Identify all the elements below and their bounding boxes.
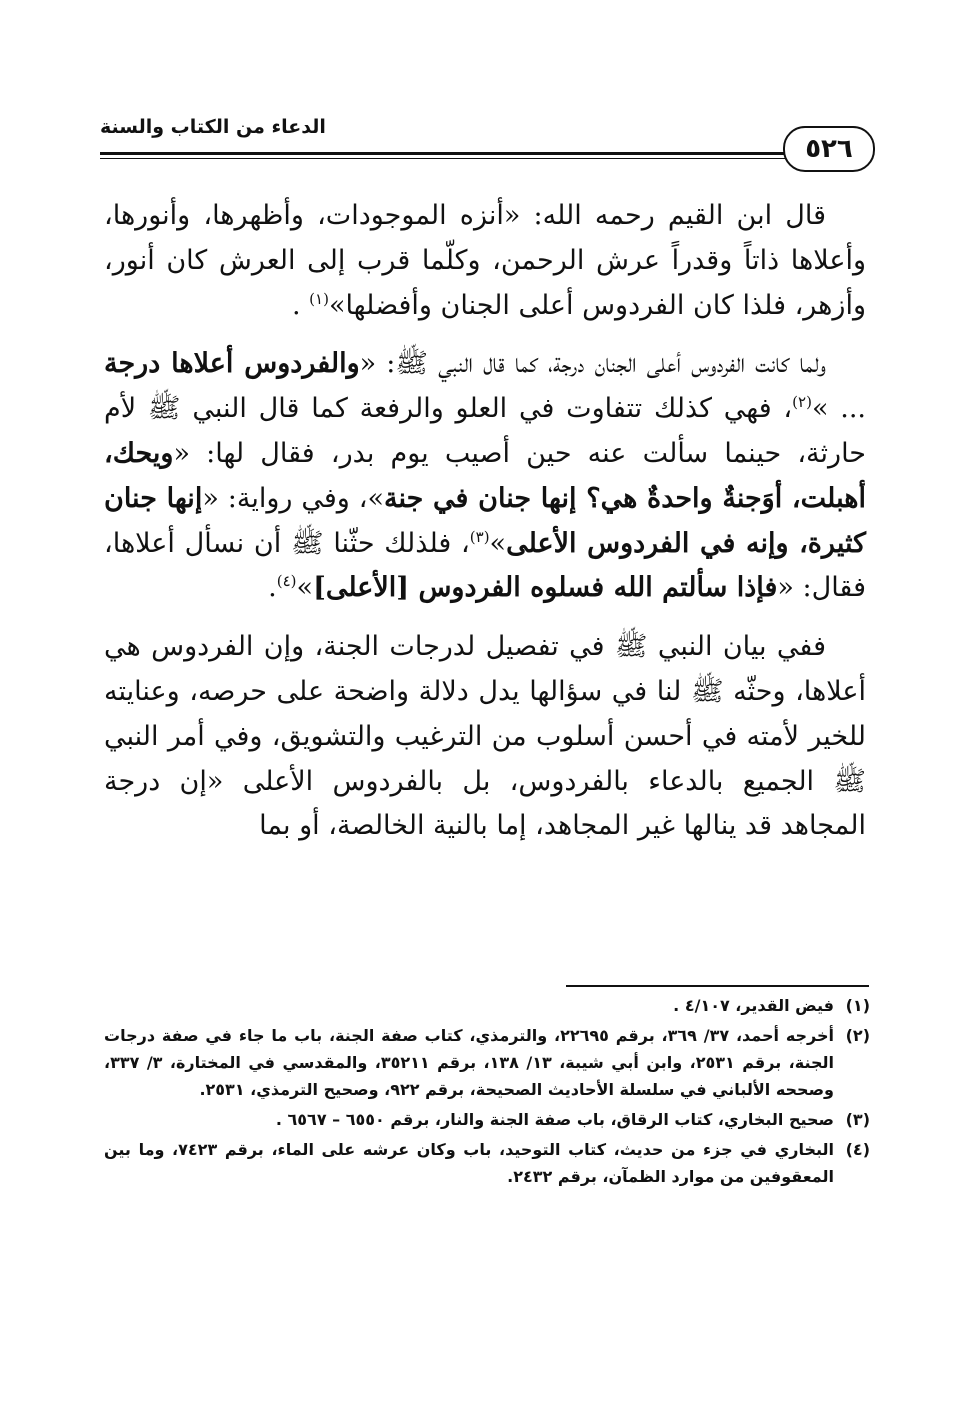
text-run: ... » bbox=[811, 393, 866, 425]
paragraph-1 bbox=[104, 194, 866, 328]
paragraph-3 bbox=[104, 625, 866, 849]
footnote-number: (٢) bbox=[845, 1026, 870, 1045]
hadith-quote: والفردوس أعلاها درجة bbox=[104, 348, 360, 380]
footnote-text: البخاري في جزء من حديث، كتاب التوحيد، باب وكان عرشه على الماء، برقم ٧٤٢٣، وما بين المعقوفين من موارد الظمآن، برقم ٢٤٣٢. bbox=[104, 1140, 835, 1186]
hadith-quote: ويحك، أهبلت، أوَجنةٌ واحدةٌ هي؟ إنها جنان في جنة bbox=[104, 437, 866, 514]
text-run: » bbox=[489, 527, 507, 559]
header-rule bbox=[100, 152, 785, 155]
text-run: » bbox=[296, 572, 314, 604]
running-title: الدعاء من الكتاب والسنة bbox=[100, 116, 326, 138]
footnote-text: أخرجه أحمد، ٣٧/ ٣٦٩، برقم ٢٢٦٩٥، والترمذي، كتاب صفة الجنة، باب ما جاء في صفة درجات الجنة، برقم ٢٥٣١، وابن أبي شيبة، ١٣/ ١٣٨، برقم ٣٥٢١١، والمقدسي في المختارة، ٣/ ٣٣٧، وصححه الألباني في سلسلة الأحاديث الصحيحة، برقم ٩٢٢، وصحيح الترمذي، ٢٥٣١. bbox=[104, 1026, 835, 1099]
footnote-3 bbox=[104, 1106, 870, 1133]
footnotes bbox=[104, 992, 870, 1193]
text-run: . bbox=[268, 572, 277, 604]
footnote-ref-4[interactable]: (٤) bbox=[276, 572, 297, 591]
text-run: ، فهي كذلك تتفاوت في العلو والرفعة كما قال النبي ﷺ لأم حارثة، حينما سألت عنه حين أصيب يوم بدر، فقال لها: « bbox=[104, 393, 866, 469]
footnote-ref-3[interactable]: (٣) bbox=[469, 527, 490, 546]
hadith-quote: إنها جنان كثيرة، وإنه في الفردوس الأعلى bbox=[104, 482, 866, 559]
text-run: ، فلذلك حثّنا ﷺ أن نسأل أعلاها، فقال: « bbox=[104, 527, 866, 604]
footnote-text: صحيح البخاري، كتاب الرقاق، باب صفة الجنة والنار، برقم ٦٥٥٠ – ٦٥٦٧ . bbox=[275, 1110, 834, 1129]
footnote-2 bbox=[104, 1022, 870, 1103]
text-run: ولما كانت الفردوس أعلى الجنان درجة، كما قال النبي ﷺ: « bbox=[359, 348, 827, 380]
text-run: ففي بيان النبي ﷺ في تفصيل لدرجات الجنة، وإن الفردوس هي أعلاها، وحثّه ﷺ لنا في سؤالها يدل دلالة واضحة على حرصه، وعنايته للخير لأمته في أحسن أسلوب من الترغيب والتشويق، وفي أمر النبي ﷺ الجميع بالدعاء بالفردوس، بل بالفردوس الأعلى «إن درجة المجاهد قد ينالها غير المجاهد، إما بالنية الخالصة، أو بما bbox=[104, 631, 866, 842]
footnote-1 bbox=[104, 992, 870, 1019]
text-run: قال ابن القيم رحمه الله: «أنزه الموجودات، وأظهرها، وأنورها، وأعلاها ذاتاً وقدراً عرش الرحمن، وكلّما قرب إلى العرش كان أنور، وأزهر، فلذا كان الفردوس أعلى الجنان وأفضلها» bbox=[104, 200, 866, 321]
page-number-frame bbox=[783, 126, 875, 172]
paragraph-2 bbox=[104, 342, 866, 611]
text-run: »، وفي رواية: « bbox=[202, 482, 384, 514]
hadith-quote: فإذا سألتم الله فسلوه الفردوس [الأعلى] bbox=[313, 572, 778, 604]
text-run: . bbox=[291, 289, 310, 321]
footnote-ref-2[interactable]: (٢) bbox=[792, 393, 812, 412]
footnote-number: (٤) bbox=[845, 1140, 870, 1159]
footnote-ref-1[interactable]: (١) bbox=[309, 289, 329, 308]
page-header bbox=[100, 112, 875, 176]
footnote-separator bbox=[566, 985, 869, 987]
main-text bbox=[104, 194, 866, 863]
footnote-number: (١) bbox=[845, 996, 870, 1015]
footnote-4 bbox=[104, 1136, 870, 1190]
page-number: ٥٢٦ bbox=[805, 134, 853, 164]
footnote-number: (٣) bbox=[845, 1110, 870, 1129]
header-rule-thin bbox=[100, 158, 785, 159]
footnote-text: فيض القدير، ٤/١٠٧ . bbox=[673, 996, 834, 1015]
